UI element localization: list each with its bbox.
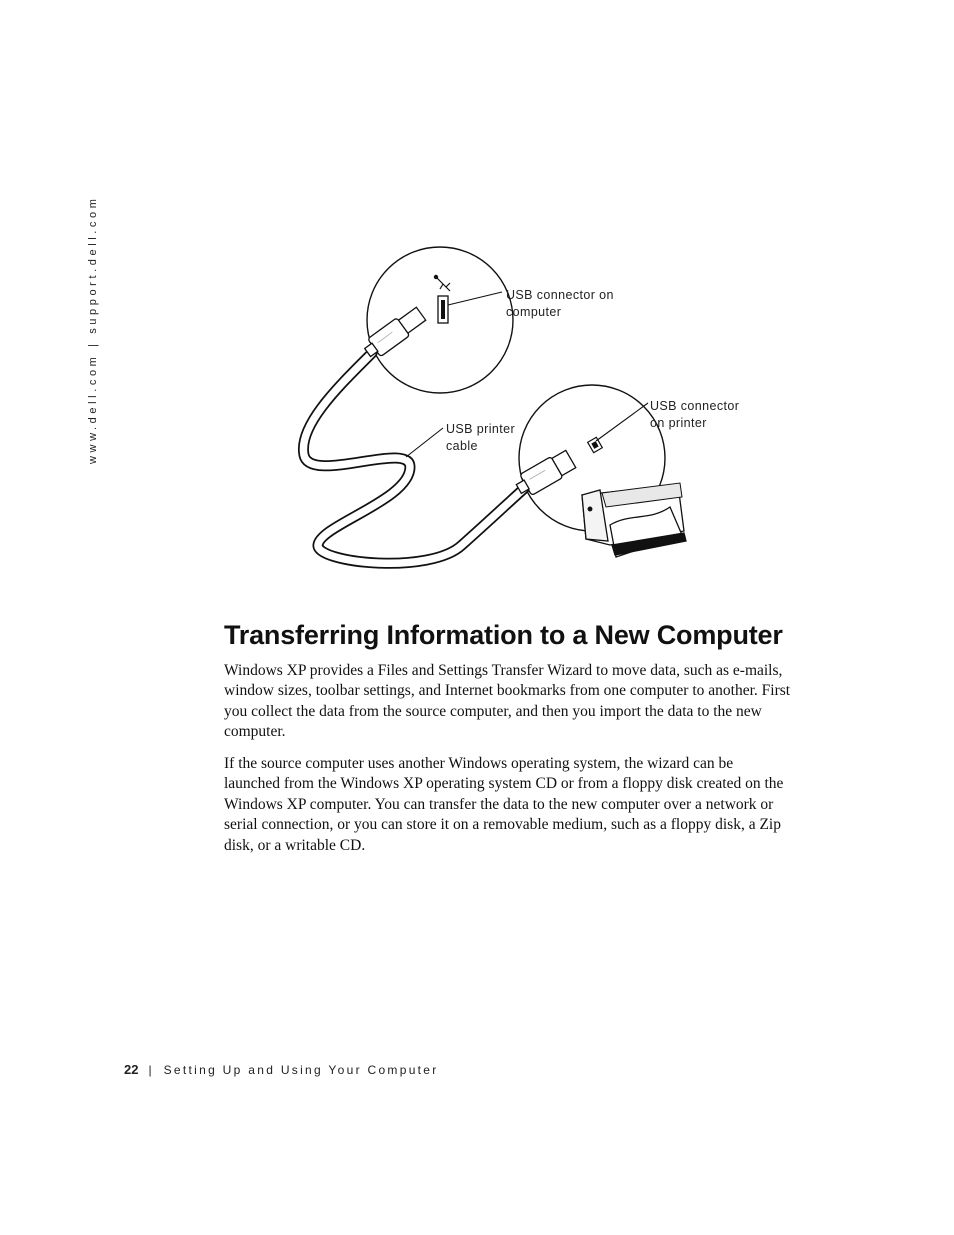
sidebar-url-text: www.dell.com | support.dell.com <box>87 195 99 464</box>
callout-usb-connector-printer: USB connector on printer <box>650 399 740 430</box>
chapter-title: Setting Up and Using Your Computer <box>163 1063 439 1077</box>
section-heading: Transferring Information to a New Computer <box>224 620 783 650</box>
computer-usb-port-icon <box>438 296 448 323</box>
callout-usb-printer-cable: USB printer cable <box>446 422 516 453</box>
paragraph-transfer-options: If the source computer uses another Windows operating system, the wizard can be launched from the Windows XP operating system CD or from a floppy disk created on the Windows XP computer. You can transfer the data to the new computer over a network or serial connection, or you can store it on a removable medium, such as a floppy disk, a Zip disk, or a writable CD. <box>224 755 784 854</box>
usb-printer-illustration <box>290 245 760 570</box>
callout-usb-connector-computer: USB connector on computer <box>506 288 614 319</box>
page-number: 22 <box>124 1062 139 1077</box>
paragraph-intro: Windows XP provides a Files and Settings Transfer Wizard to move data, such as e-mails, window sizes, toolbar settings, and Internet bookmarks from one computer to another. First you collect the data from the source computer, and then you import the data to the new computer. <box>224 662 791 741</box>
leader-usb-cable <box>406 428 443 457</box>
footer-separator: | <box>148 1063 152 1077</box>
printer-icon <box>582 483 686 557</box>
page-footer <box>124 1062 439 1077</box>
